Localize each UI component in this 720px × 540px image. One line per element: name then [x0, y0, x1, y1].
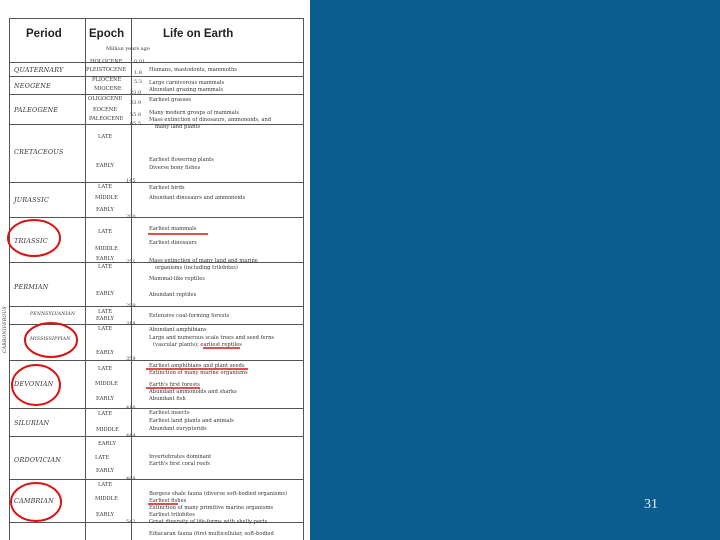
life-item: Abundant eurypterids: [149, 426, 207, 432]
life-item: Earliest dinosaurs: [149, 240, 197, 246]
period-mississippian: MISSISSIPPIAN: [30, 337, 71, 342]
epoch-middle: MIDDLE: [95, 381, 118, 387]
age-label: 145: [126, 178, 136, 184]
page-number: 31: [644, 497, 658, 512]
age-label: 1.8: [134, 70, 142, 76]
life-item: Earliest fishes: [149, 498, 187, 504]
life-item: Large carnivorous mammals: [149, 80, 225, 86]
epoch-late: LATE: [98, 411, 113, 417]
age-label: 318: [126, 321, 136, 327]
age-label: 542: [126, 519, 136, 525]
age-label: 5.3: [134, 79, 142, 85]
epoch-early: EARLY: [96, 350, 114, 356]
epoch-early: EARLY: [96, 163, 114, 169]
age-label: 200: [126, 214, 136, 220]
period-paleogene: PALEOGENE: [14, 106, 59, 114]
life-item: organisms (including trilobites): [155, 265, 238, 271]
life-item: Abundant fish: [149, 396, 186, 402]
header-life: Life on Earth: [163, 28, 234, 40]
epoch-miocene: MIOCENE: [94, 86, 122, 92]
header-units: Million years ago: [106, 46, 150, 52]
age-label: 251: [126, 259, 136, 265]
life-item: Earliest amphibians and plant seeds: [149, 363, 245, 369]
age-label: 0.01: [134, 59, 146, 65]
life-item: Ediacaran fauna (first multicellular, soft-bodied: [149, 531, 274, 537]
period-quaternary: QUATERNARY: [14, 66, 64, 74]
life-item: Extinction of many marine organisms: [149, 370, 248, 376]
life-item: Humans, mastodonts, mammoths: [149, 67, 237, 73]
period-pennsylvanian: PENNSYLVANIAN: [30, 312, 76, 317]
life-item: (vascular plants); earliest reptiles: [153, 342, 242, 348]
slide-background: [310, 0, 720, 540]
life-item: Earth's first forests: [149, 382, 200, 388]
life-item: Extensive coal-forming forests: [149, 313, 230, 319]
epoch-late: EARLY: [98, 441, 116, 447]
life-item: Great diversity of life-forms with shelly parts: [149, 519, 268, 525]
period-neogene: NEOGENE: [14, 82, 51, 90]
age-label: 65.5: [130, 121, 142, 127]
life-item: Abundant grazing mammals: [149, 87, 224, 93]
epoch-early: EARLY: [96, 207, 114, 213]
epoch-late: LATE: [98, 366, 113, 372]
age-label: 416: [126, 405, 136, 411]
life-item: Abundant amphibians: [149, 327, 207, 333]
geologic-time-chart: [0, 0, 310, 540]
period-cretaceous: CRETACEOUS: [14, 148, 64, 156]
epoch-early: EARLY: [96, 396, 114, 402]
life-item: Abundant reptiles: [149, 292, 197, 298]
epoch-late: LATE: [98, 309, 113, 315]
period-permian: PERMIAN: [14, 283, 49, 291]
life-item: many land plants: [155, 124, 201, 130]
life-item: Burgess shale fauna (diverse soft-bodied organisms): [149, 491, 288, 497]
epoch-early: EARLY: [96, 468, 114, 474]
epoch-late: LATE: [98, 482, 113, 488]
epoch-pleistocene: PLEISTOCENE: [86, 67, 127, 73]
age-label: 23.0: [130, 90, 142, 96]
epoch-late: LATE: [98, 184, 113, 190]
life-item: Mass extinction of dinosaurs, ammonoids, and: [149, 117, 272, 123]
life-item: Mass extinction of many land and marine: [149, 258, 258, 264]
epoch-pliocene: PLIOCENE: [92, 77, 122, 83]
header-epoch: Epoch: [89, 28, 125, 40]
life-item: Earliest flowering plants: [149, 157, 214, 163]
life-item: Many modern groups of mammals: [149, 110, 240, 116]
life-item: Earliest insects: [149, 410, 190, 416]
epoch-early: EARLY: [96, 256, 114, 262]
epoch-early: MIDDLE: [96, 427, 119, 433]
life-item: Earth's first coral reefs: [149, 461, 210, 467]
epoch-late: LATE: [98, 134, 113, 140]
life-item: Abundant dinosaurs and ammonoids: [149, 195, 246, 201]
period-triassic: TRIASSIC: [14, 237, 48, 245]
life-item: Diverse bony fishes: [149, 165, 201, 171]
epoch-late: LATE: [98, 264, 113, 270]
life-item: Abundant ammonoids and sharks: [149, 389, 237, 395]
period-devonian: DEVONIAN: [14, 380, 54, 388]
epoch-early: EARLY: [96, 316, 114, 322]
epoch-paleocene: PALEOCENE: [89, 116, 124, 122]
age-label: 55.8: [130, 112, 142, 118]
epoch-eocene: EOCENE: [93, 107, 118, 113]
period-cambrian: CAMBRIAN: [14, 497, 54, 505]
epoch-holocene: HOLOCENE: [90, 59, 123, 65]
age-label: 359: [126, 356, 136, 362]
period-jurassic: JURASSIC: [14, 196, 50, 204]
age-label: 33.9: [130, 100, 142, 106]
header-period: Period: [26, 28, 62, 40]
period-ordovician: ORDOVICIAN: [14, 456, 62, 464]
life-item: Earliest trilobites: [149, 512, 195, 518]
age-label: 488: [126, 476, 136, 482]
life-item: Earliest mammals: [149, 226, 197, 232]
period-carboniferous: CARBONIFEROUS: [3, 306, 8, 353]
epoch-early: EARLY: [96, 291, 114, 297]
life-item: Earliest grasses: [149, 97, 192, 103]
epoch-middle: MIDDLE: [95, 195, 118, 201]
epoch-middle: LATE: [95, 455, 110, 461]
epoch-oligocene: OLIGOCENE: [88, 96, 123, 102]
life-item: Earliest birds: [149, 185, 185, 191]
epoch-late: LATE: [98, 229, 113, 235]
life-item: Large and numerous scale trees and seed ferns: [149, 335, 275, 341]
epoch-middle: MIDDLE: [95, 496, 118, 502]
red-annotations: [0, 0, 310, 540]
epoch-early: EARLY: [96, 512, 114, 518]
epoch-middle: MIDDLE: [95, 246, 118, 252]
period-silurian: SILURIAN: [14, 419, 50, 427]
age-label: 299: [126, 303, 136, 309]
life-item: Extinction of many primitive marine organisms: [149, 505, 274, 511]
life-item: Mammal-like reptiles: [149, 276, 205, 282]
life-item: Invertebrates dominant: [149, 454, 212, 460]
age-label: 444: [126, 433, 136, 439]
epoch-late: LATE: [98, 326, 113, 332]
life-item: Earliest land plants and animals: [149, 418, 234, 424]
